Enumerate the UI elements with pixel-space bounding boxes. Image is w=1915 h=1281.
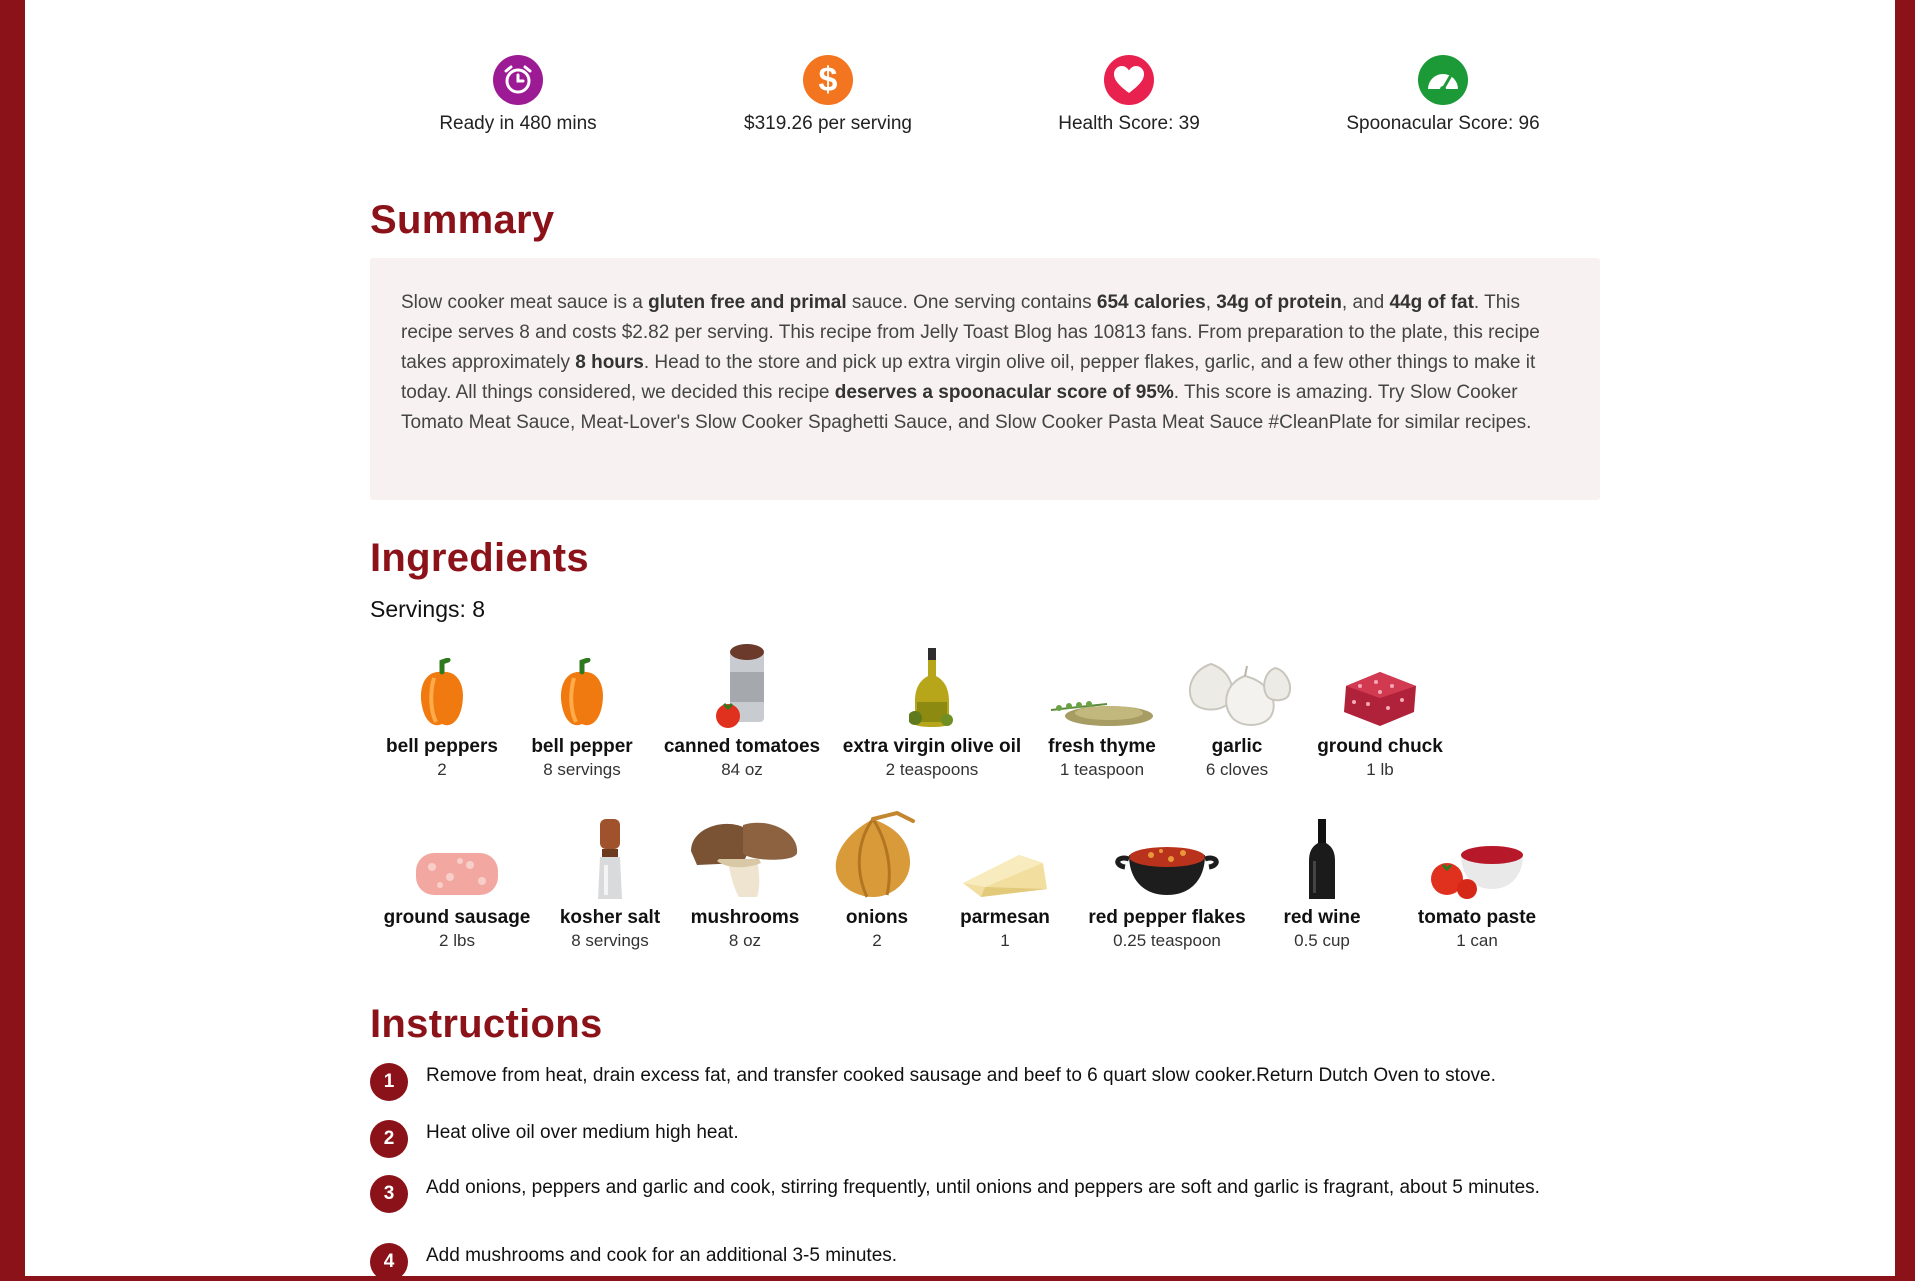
step-text: Add onions, peppers and garlic and cook, stirring frequently, until onions and peppers are soft and garlic is fragrant, about 5 minutes. xyxy=(426,1177,1540,1198)
gauge-icon xyxy=(1418,55,1468,105)
garlic-icon xyxy=(1177,640,1297,730)
ingredient-name: mushrooms xyxy=(690,907,800,928)
parmesan-icon xyxy=(945,811,1065,901)
ingredient-name: red pepper flakes xyxy=(1088,907,1246,928)
ingredient-item[interactable] xyxy=(1305,640,1455,780)
sausage-icon xyxy=(377,811,537,901)
ingredient-amount: 1 lb xyxy=(1366,760,1394,779)
stat-label: Health Score: 39 xyxy=(1058,113,1200,134)
ground-beef-icon xyxy=(1305,640,1455,730)
onion-icon xyxy=(827,811,927,901)
mushroom-icon xyxy=(680,811,810,901)
summary-text: Slow cooker meat sauce is a gluten free and primal sauce. One serving contains 654 calories, 34g of protein, and 44g of fat. This recipe serves 8 and costs $2.82 per serving. This recipe from Jelly Toast Blog has 10813 fans. From preparation to the plate, this recipe takes approximately 8 hours. Head to the store and pick up extra virgin olive oil, pepper flakes, garlic, and a few other things to make it today. All things considered, we decided this recipe deserves a spoonacular score of 95%. This score is amazing. Try Slow Cooker Tomato Meat Sauce, Meat-Lover's Slow Cooker Spaghetti Sauce, and Slow Cooker Pasta Meat Sauce #CleanPlate for similar recipes. xyxy=(370,258,1600,500)
ingredient-name: garlic xyxy=(1211,736,1263,757)
ingredient-item[interactable] xyxy=(517,640,647,780)
step-text: Remove from heat, drain excess fat, and transfer cooked sausage and beef to 6 quart slow cooker.Return Dutch Oven to stove. xyxy=(426,1065,1496,1086)
ingredient-name: onions xyxy=(845,907,909,928)
ingredient-item[interactable] xyxy=(657,640,827,780)
canned-tomatoes-icon xyxy=(657,640,827,730)
servings-count: Servings: 8 xyxy=(370,596,486,622)
stat-price xyxy=(698,55,958,135)
ingredient-amount: 8 servings xyxy=(571,931,649,950)
ingredient-amount: 1 teaspoon xyxy=(1059,760,1145,779)
ingredient-amount: 0.25 teaspoon xyxy=(1113,931,1221,950)
step-number: 4 xyxy=(370,1243,408,1281)
bell-pepper-icon xyxy=(377,640,507,730)
ingredient-amount: 2 xyxy=(437,760,447,779)
wine-bottle-icon xyxy=(1267,811,1377,901)
page xyxy=(25,0,1895,1276)
ingredient-amount: 84 oz xyxy=(721,760,763,779)
salt-grinder-icon xyxy=(545,811,675,901)
ingredient-amount: 1 xyxy=(1000,931,1010,950)
ingredient-item[interactable] xyxy=(680,811,810,951)
ingredient-name: canned tomatoes xyxy=(663,736,821,757)
ingredient-amount: 2 lbs xyxy=(439,931,475,950)
ingredient-item[interactable] xyxy=(377,640,507,780)
ingredient-item[interactable] xyxy=(545,811,675,951)
olive-oil-bottle-icon xyxy=(832,640,1032,730)
tomato-paste-icon xyxy=(1402,811,1552,901)
heart-icon xyxy=(1104,55,1154,105)
ingredient-name: fresh thyme xyxy=(1048,736,1156,757)
ingredient-name: ground chuck xyxy=(1317,736,1443,757)
ingredient-name: kosher salt xyxy=(559,907,661,928)
ingredient-item[interactable] xyxy=(827,811,927,951)
ingredient-item[interactable] xyxy=(945,811,1065,951)
ingredient-name: parmesan xyxy=(960,907,1050,928)
summary-heading: Summary xyxy=(370,198,555,242)
ingredient-item[interactable] xyxy=(1267,811,1377,951)
thyme-icon xyxy=(1037,640,1167,730)
ingredient-name: bell pepper xyxy=(531,736,633,757)
ingredient-amount: 0.5 cup xyxy=(1294,931,1350,950)
stat-label: Spoonacular Score: 96 xyxy=(1346,113,1540,134)
ingredient-name: bell peppers xyxy=(386,736,498,757)
ingredients-heading: Ingredients xyxy=(370,536,589,580)
bell-pepper-icon xyxy=(517,640,647,730)
ingredient-amount: 2 xyxy=(872,931,882,950)
ingredient-amount: 1 can xyxy=(1456,931,1498,950)
step-text: Heat olive oil over medium high heat. xyxy=(426,1122,739,1143)
instructions-heading: Instructions xyxy=(370,1002,603,1046)
ingredient-item[interactable] xyxy=(1077,811,1257,951)
ingredient-amount: 8 oz xyxy=(728,931,762,950)
step-text: Add mushrooms and cook for an additional 3-5 minutes. xyxy=(426,1245,898,1266)
stat-ready-time xyxy=(388,55,648,135)
ingredient-item[interactable] xyxy=(1402,811,1552,951)
ingredient-amount: 2 teaspoons xyxy=(885,760,979,779)
alarm-clock-icon xyxy=(493,55,543,105)
stat-spoonacular-score xyxy=(1313,55,1573,135)
ingredient-item[interactable] xyxy=(1177,640,1297,780)
ingredient-name: red wine xyxy=(1283,907,1361,928)
dollar-icon: $ xyxy=(803,55,853,105)
stat-label: Ready in 480 mins xyxy=(439,113,597,134)
step-number: 3 xyxy=(370,1175,408,1213)
step-number: 1 xyxy=(370,1063,408,1101)
ingredient-name: tomato paste xyxy=(1417,907,1537,928)
recipe-stats xyxy=(345,55,1607,145)
pepper-flakes-icon xyxy=(1077,811,1257,901)
ingredient-name: extra virgin olive oil xyxy=(842,736,1022,757)
ingredient-item[interactable] xyxy=(1037,640,1167,780)
stat-health-score xyxy=(999,55,1259,135)
ingredient-amount: 6 cloves xyxy=(1205,760,1269,779)
ingredient-item[interactable] xyxy=(832,640,1032,780)
ingredient-amount: 8 servings xyxy=(543,760,621,779)
stat-label: $319.26 per serving xyxy=(744,113,912,134)
ingredient-item[interactable] xyxy=(377,811,537,951)
step-number: 2 xyxy=(370,1120,408,1158)
ingredient-name: ground sausage xyxy=(383,907,531,928)
